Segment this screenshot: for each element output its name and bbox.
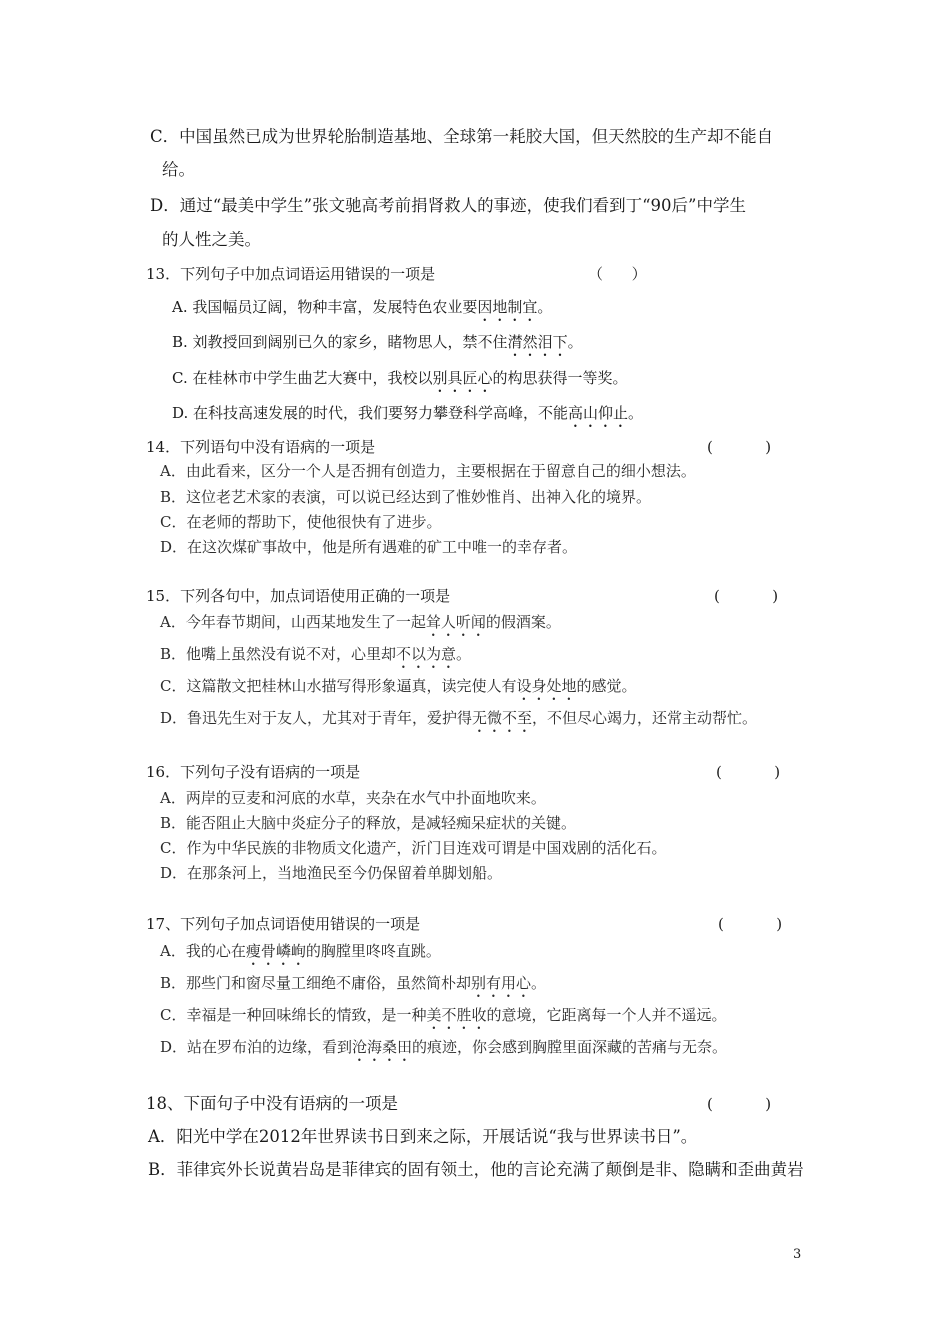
text-segment: A．我的心在 bbox=[160, 942, 246, 960]
text-segment: 的感觉。 bbox=[576, 677, 637, 695]
text-segment: D．在那条河上，当地渔民至今仍保留着单脚划船。 bbox=[160, 864, 503, 882]
text-line-q15c bbox=[160, 676, 637, 704]
text-segment: C. 在桂林市中学生曲艺大赛中，我校以 bbox=[172, 369, 433, 387]
text-segment: 的意境，它距离每一个人并不遥远。 bbox=[486, 1006, 727, 1024]
text-segment: 。 bbox=[628, 404, 644, 422]
text-segment: 。 bbox=[537, 298, 553, 316]
text-segment: 。 bbox=[567, 333, 583, 351]
text-line-q18b bbox=[148, 1160, 804, 1180]
text-line-q14 bbox=[146, 437, 375, 457]
answer-bracket[interactable]: ( ) bbox=[718, 915, 783, 933]
text-line-q16d bbox=[160, 863, 502, 883]
text-line-q15d bbox=[160, 708, 757, 736]
text-line-q17b bbox=[160, 973, 546, 1001]
text-segment: D．站在罗布泊的边缘，看到 bbox=[160, 1038, 353, 1056]
text-line-q14c bbox=[160, 512, 441, 532]
text-segment: A. 我国幅员辽阔，物种丰富，发展特色农业要 bbox=[172, 298, 478, 316]
text-line-q17a bbox=[160, 941, 441, 969]
text-segment: 15．下列各句中，加点词语使用正确的一项是 bbox=[146, 587, 451, 605]
answer-bracket[interactable]: ( ) bbox=[707, 1095, 772, 1113]
text-segment: B．他嘴上虽然没有说不对，心里却 bbox=[160, 645, 397, 663]
text-line-q14b bbox=[160, 487, 651, 507]
text-line-d bbox=[150, 196, 746, 216]
dotted-term: 耸人听闻 bbox=[425, 613, 486, 631]
text-segment: 给。 bbox=[162, 160, 195, 179]
text-segment: 的构思获得一等奖。 bbox=[492, 369, 628, 387]
answer-bracket[interactable]: （ ） bbox=[588, 265, 647, 283]
text-line-q17d bbox=[160, 1037, 727, 1065]
text-line-q18 bbox=[146, 1094, 398, 1114]
text-line-q16b bbox=[160, 813, 576, 833]
text-segment: 13．下列句子中加点词语运用错误的一项是 bbox=[146, 265, 436, 283]
text-line-d2 bbox=[162, 230, 261, 250]
text-segment: A．今年春节期间，山西某地发生了一起 bbox=[160, 613, 426, 631]
page-number: 3 bbox=[793, 1247, 802, 1262]
text-segment: B．能否阻止大脑中炎症分子的释放，是减轻痴呆症状的关键。 bbox=[160, 814, 577, 832]
answer-bracket[interactable]: ( ) bbox=[707, 438, 772, 456]
text-segment: D．鲁迅先生对于友人，尤其对于青年，爱护得 bbox=[160, 709, 473, 727]
text-line-q13c bbox=[172, 368, 628, 396]
dotted-term: 潸然泪下 bbox=[507, 333, 568, 351]
text-line-q13a bbox=[172, 297, 552, 325]
text-line-q17c bbox=[160, 1005, 727, 1033]
dotted-term: 美不胜收 bbox=[426, 1006, 487, 1024]
text-line-c2 bbox=[162, 160, 195, 180]
dotted-term: 沧海桑田 bbox=[352, 1038, 413, 1056]
text-line-q14d bbox=[160, 537, 577, 557]
answer-bracket[interactable]: ( ) bbox=[714, 587, 779, 605]
text-segment: C．幸福是一种回味绵长的情致，是一种 bbox=[160, 1006, 427, 1024]
text-line-q13d bbox=[172, 403, 643, 431]
text-segment: 17、下列句子加点词语使用错误的一项是 bbox=[146, 915, 421, 933]
text-segment: D. 在科技高速发展的时代，我们要努力攀登科学高峰，不能 bbox=[172, 404, 569, 422]
text-line-q15b bbox=[160, 644, 471, 672]
dotted-term: 无微不至 bbox=[472, 709, 533, 727]
text-line-q16c bbox=[160, 838, 666, 858]
text-segment: C．作为中华民族的非物质文化遗产，沂门目连戏可谓是中国戏剧的活化石。 bbox=[160, 839, 667, 857]
text-segment: B．那些门和窗尽量工细绝不庸俗，虽然简朴却 bbox=[160, 974, 472, 992]
text-segment: ，不但尽心竭力，还常主动帮忙。 bbox=[532, 709, 758, 727]
dotted-term: 因地制宜 bbox=[477, 298, 538, 316]
text-segment: A．两岸的豆麦和河底的水草，夹杂在水气中扑面地吹来。 bbox=[160, 789, 546, 807]
text-segment: 14．下列语句中没有语病的一项是 bbox=[146, 438, 376, 456]
text-segment: A．由此看来，区分一个人是否拥有创造力，主要根据在于留意自己的细小想法。 bbox=[160, 462, 696, 480]
answer-bracket[interactable]: ( ) bbox=[716, 763, 781, 781]
text-segment: C．在老师的帮助下，使他很快有了进步。 bbox=[160, 513, 442, 531]
dotted-term: 别具匠心 bbox=[432, 369, 493, 387]
text-line-q15 bbox=[146, 586, 450, 606]
text-segment: 的痕迹，你会感到胸膛里面深藏的苦痛与无奈。 bbox=[412, 1038, 728, 1056]
text-segment: 。 bbox=[531, 974, 547, 992]
text-segment: C．中国虽然已成为世界轮胎制造基地、全球第一耗胶大国，但天然胶的生产却不能自 bbox=[150, 127, 774, 146]
text-line-q13 bbox=[146, 264, 435, 284]
text-segment: 的人性之美。 bbox=[162, 230, 261, 249]
text-line-q13b bbox=[172, 332, 583, 360]
text-line-q16 bbox=[146, 762, 360, 782]
text-segment: 16．下列句子没有语病的一项是 bbox=[146, 763, 361, 781]
text-segment: 的胸膛里咚咚直跳。 bbox=[305, 942, 441, 960]
text-segment: 的假酒案。 bbox=[485, 613, 561, 631]
dotted-term: 高山仰止 bbox=[568, 404, 629, 422]
text-segment: 。 bbox=[456, 645, 472, 663]
text-line-q17 bbox=[146, 914, 420, 934]
text-line-c bbox=[150, 127, 773, 147]
text-segment: B．菲律宾外长说黄岩岛是菲律宾的固有领土，他的言论充满了颠倒是非、隐瞒和歪曲黄岩 bbox=[148, 1160, 804, 1179]
text-segment: 18、下面句子中没有语病的一项是 bbox=[146, 1094, 398, 1113]
dotted-term: 瘦骨嶙峋 bbox=[245, 942, 306, 960]
dotted-term: 设身处地 bbox=[516, 677, 577, 695]
text-segment: D．在这次煤矿事故中，他是所有遇难的矿工中唯一的幸存者。 bbox=[160, 538, 578, 556]
dotted-term: 不以为意 bbox=[396, 645, 457, 663]
text-line-q15a bbox=[160, 612, 561, 640]
text-segment: B. 刘教授回到阔别已久的家乡，睹物思人，禁不住 bbox=[172, 333, 508, 351]
text-segment: B．这位老艺术家的表演，可以说已经达到了惟妙惟肖、出神入化的境界。 bbox=[160, 488, 652, 506]
text-segment: D．通过“最美中学生”张文驰高考前捐肾救人的事迹，使我们看到丁“90后”中学生 bbox=[150, 196, 746, 215]
text-segment: C．这篇散文把桂林山水描写得形象逼真，读完使人有 bbox=[160, 677, 517, 695]
text-line-q16a bbox=[160, 788, 546, 808]
text-line-q18a bbox=[148, 1127, 697, 1147]
text-line-q14a bbox=[160, 461, 696, 481]
text-segment: A．阳光中学在2012年世界读书日到来之际，开展话说“我与世界读书日”。 bbox=[148, 1127, 698, 1146]
dotted-term: 别有用心 bbox=[471, 974, 532, 992]
